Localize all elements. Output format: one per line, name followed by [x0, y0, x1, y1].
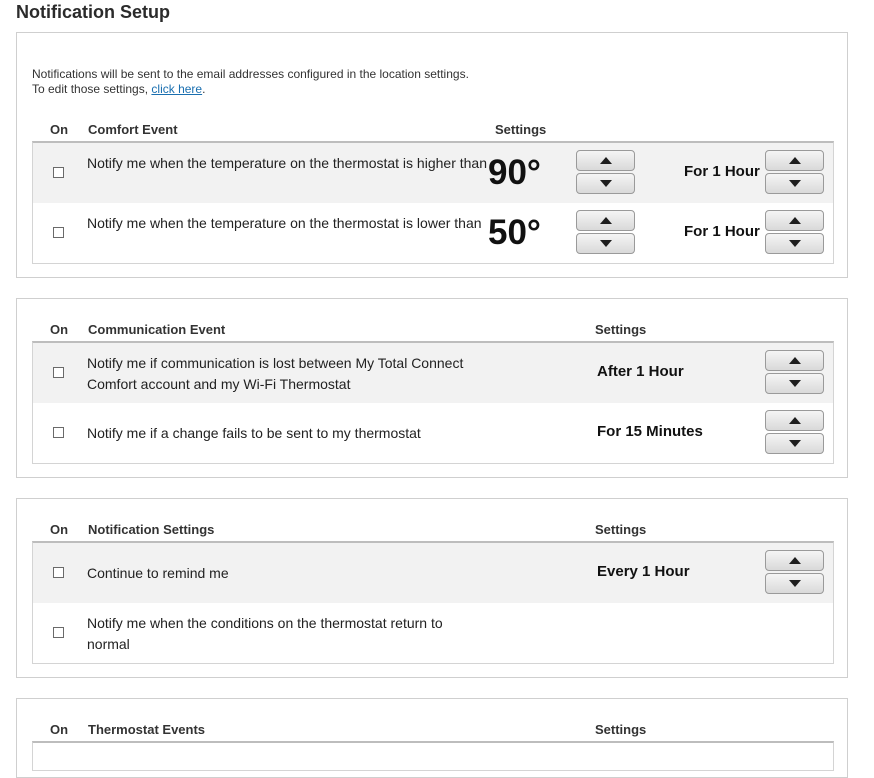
page-title: Notification Setup: [16, 2, 170, 22]
low-temp-duration-stepper: [765, 210, 824, 256]
communication-header: [17, 320, 847, 340]
arrow-down-icon: [600, 240, 612, 247]
high-temp-value: 90°: [488, 153, 541, 192]
high-temp-up-button[interactable]: [576, 150, 635, 171]
column-communication-event: Communication Event: [88, 322, 226, 337]
high-temp-label: Notify me when the temperature on the thermostat is higher than: [87, 155, 487, 171]
table-row: [33, 543, 833, 603]
high-temp-down-button[interactable]: [576, 173, 635, 194]
column-on: On: [50, 722, 69, 737]
arrow-up-icon: [789, 157, 801, 164]
remind-me-label: Continue to remind me: [87, 565, 229, 581]
arrow-up-icon: [789, 557, 801, 564]
low-temp-duration: For 1 Hour: [684, 223, 760, 240]
communication-event-table: [32, 341, 834, 464]
comfort-event-table: [32, 141, 834, 264]
low-temp-stepper: [576, 210, 635, 256]
intro-line-2: [32, 82, 469, 97]
notification-settings-header: [17, 520, 847, 540]
table-row: [33, 143, 833, 203]
column-on: On: [50, 322, 69, 337]
change-fails-down-button[interactable]: [765, 433, 824, 454]
low-temp-down-button[interactable]: [576, 233, 635, 254]
remind-me-stepper: [765, 550, 824, 596]
high-temp-duration: For 1 Hour: [684, 163, 760, 180]
arrow-down-icon: [789, 180, 801, 187]
low-temp-up-button[interactable]: [576, 210, 635, 231]
arrow-up-icon: [789, 417, 801, 424]
column-notification-settings: Notification Settings: [88, 522, 215, 537]
arrow-down-icon: [789, 580, 801, 587]
table-row: [33, 403, 833, 463]
communication-lost-label: Notify me if communication is lost between My Total Connect Comfort account and my Wi-Fi Thermostat: [87, 355, 464, 392]
thermostat-events-panel: [16, 698, 848, 778]
high-duration-up-button[interactable]: [765, 150, 824, 171]
comfort-header: [17, 120, 847, 140]
column-on: On: [50, 522, 69, 537]
change-fails-checkbox[interactable]: [53, 427, 64, 438]
arrow-up-icon: [789, 217, 801, 224]
remind-me-checkbox[interactable]: [53, 567, 64, 578]
remind-me-down-button[interactable]: [765, 573, 824, 594]
arrow-down-icon: [789, 440, 801, 447]
notification-settings-panel: [16, 498, 848, 678]
column-settings: Settings: [595, 722, 647, 737]
change-fails-label: Notify me if a change fails to be sent to my thermostat: [87, 425, 421, 441]
return-normal-label: Notify me when the conditions on the thermostat return to normal: [87, 615, 443, 652]
high-temp-stepper: [576, 150, 635, 196]
change-fails-stepper: [765, 410, 824, 456]
intro-line-2-suffix: .: [202, 82, 206, 96]
communication-lost-up-button[interactable]: [765, 350, 824, 371]
table-row: [33, 603, 833, 663]
table-row: [33, 343, 833, 403]
high-temp-duration-stepper: [765, 150, 824, 196]
intro-line-2-prefix: To edit those settings,: [32, 82, 152, 96]
communication-lost-setting: After 1 Hour: [597, 363, 684, 380]
high-temp-checkbox[interactable]: [53, 167, 64, 178]
column-on: On: [50, 122, 69, 137]
communication-lost-stepper: [765, 350, 824, 396]
low-temp-label: Notify me when the temperature on the thermostat is lower than: [87, 215, 482, 231]
communication-event-panel: [16, 298, 848, 478]
arrow-up-icon: [600, 217, 612, 224]
thermostat-events-table: [32, 741, 834, 771]
table-row: [33, 203, 833, 263]
low-duration-up-button[interactable]: [765, 210, 824, 231]
intro-line-1: Notifications will be sent to the email addresses configured in the location settings.: [32, 67, 469, 81]
column-settings: Settings: [595, 522, 647, 537]
arrow-down-icon: [789, 240, 801, 247]
remind-me-setting: Every 1 Hour: [597, 563, 690, 580]
column-settings: Settings: [495, 122, 547, 137]
thermostat-events-header: [17, 720, 847, 740]
change-fails-up-button[interactable]: [765, 410, 824, 431]
arrow-down-icon: [789, 380, 801, 387]
location-settings-link[interactable]: click here: [151, 82, 203, 96]
high-duration-down-button[interactable]: [765, 173, 824, 194]
remind-me-up-button[interactable]: [765, 550, 824, 571]
communication-lost-down-button[interactable]: [765, 373, 824, 394]
low-temp-value: 50°: [488, 213, 541, 252]
column-thermostat-events: Thermostat Events: [88, 722, 206, 737]
low-duration-down-button[interactable]: [765, 233, 824, 254]
intro-text: [32, 67, 469, 97]
arrow-up-icon: [789, 357, 801, 364]
change-fails-setting: For 15 Minutes: [597, 423, 703, 440]
return-normal-checkbox[interactable]: [53, 627, 64, 638]
column-comfort-event: Comfort Event: [88, 122, 178, 137]
column-settings: Settings: [595, 322, 647, 337]
arrow-down-icon: [600, 180, 612, 187]
comfort-event-panel: [16, 32, 848, 278]
communication-lost-checkbox[interactable]: [53, 367, 64, 378]
arrow-up-icon: [600, 157, 612, 164]
low-temp-checkbox[interactable]: [53, 227, 64, 238]
notification-settings-table: [32, 541, 834, 664]
